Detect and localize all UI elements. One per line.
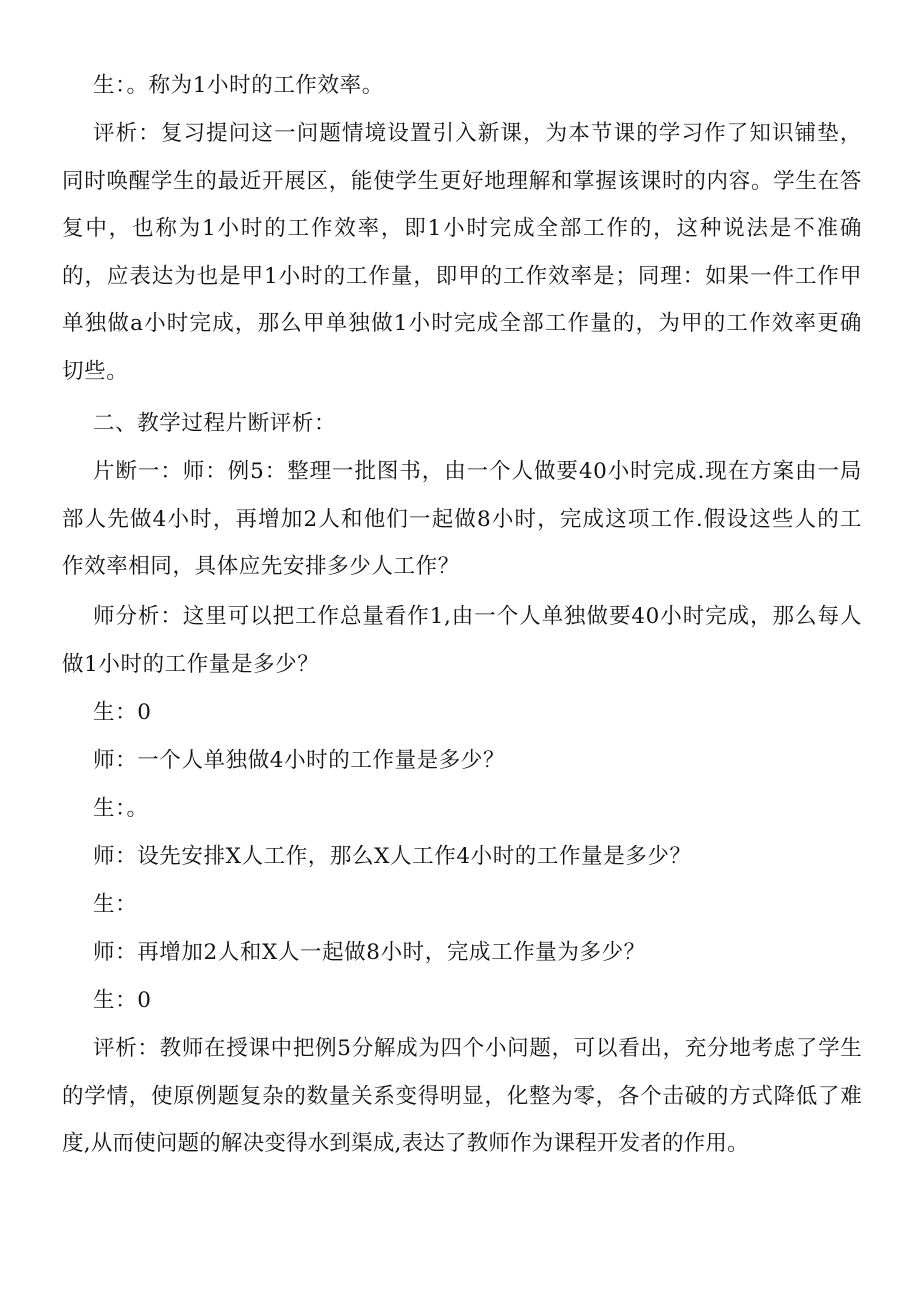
paragraph-student-answer-5: 生：0 (93, 988, 152, 1013)
paragraph-student-answer-3: 生：。 (93, 796, 149, 821)
paragraph-segment-one-example: 片断一：师：例5：整理一批图书，由一个人做要40小时完成.现在方案由一局部人先做4小时，再增加2人和他们一起做8小时，完成这项工作.假设这些人的工作效率相同，具体应先安排多少人工作？ (62, 459, 862, 579)
paragraph-teacher-question-3: 师：再增加2人和X人一起做8小时，完成工作量为多少？ (93, 940, 646, 965)
paragraph-analysis-1: 评析：复习提问这一问题情境设置引入新课，为本节课的学习作了知识铺垫，同时唤醒学生的最近开展区，能使学生更好地理解和掌握该课时的内容。学生在答复中，也称为1小时的工作效率，即1小时完成全部工作的，这种说法是不准确的，应表达为也是甲1小时的工作量，即甲的工作效率是；同理：如果一件工作甲单独做a小时完成，那么甲单独做1小时完成全部工作量的，为甲的工作效率更确切些。 (62, 121, 862, 384)
paragraph-student-answer-2: 生：0 (93, 700, 152, 725)
paragraph-student-answer-4: 生： (93, 892, 138, 917)
paragraph-teacher-question-2: 师：设先安排X人工作，那么X人工作4小时的工作量是多少？ (93, 844, 692, 869)
paragraph-analysis-2: 评析：教师在授课中把例5分解成为四个小问题，可以看出，充分地考虑了学生的学情，使原例题复杂的数量关系变得明显，化整为零，各个击破的方式降低了难度,从而使问题的解决变得水到渠成,表达了教师作为课程开发者的作用。 (62, 1036, 862, 1156)
paragraph-teacher-question-1: 师：一个人单独做4小时的工作量是多少？ (93, 748, 506, 773)
paragraph-teacher-analysis: 师分析：这里可以把工作总量看作1,由一个人单独做要40小时完成，那么每人做1小时的工作量是多少？ (62, 604, 862, 677)
paragraph-student-answer-1: 生：。称为1小时的工作效率。 (93, 73, 384, 98)
paragraph-section-heading: 二、教学过程片断评析： (93, 411, 337, 436)
